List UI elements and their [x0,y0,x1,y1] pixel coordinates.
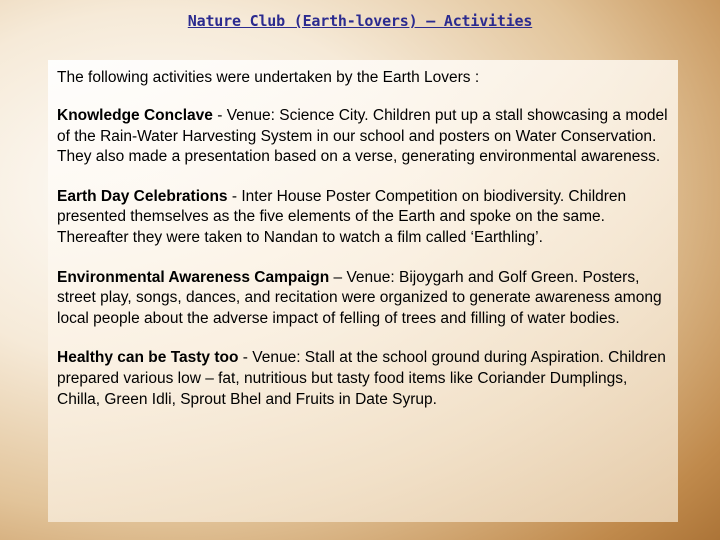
activity-awareness-campaign [57,268,669,330]
activity-title: Knowledge Conclave [57,107,213,124]
activity-knowledge-conclave [57,106,669,168]
activity-title: Environmental Awareness Campaign [57,268,330,286]
slide-title: Nature Club (Earth-lovers) – Activities [187,12,533,30]
content-box [48,60,678,522]
activity-description: Venue: Science City. Children put up a stall showcasing a model of the Rain-Water Harvesting System in our school and posters on Water Conservation. They also made a presentation based on a verse, generating environmental awareness. [57,107,668,166]
activity-separator: – [329,268,347,286]
activity-description: Venue: Stall at the school ground during Aspiration. Children prepared various low – fat, nutritious but tasty food items like Coriander Dumplings, Chilla, Green Idli, Sprout Bhel and Fruits in Date Syrup. [57,349,666,408]
activity-title: Healthy can be Tasty too [57,349,239,367]
activity-separator: - [238,349,253,367]
activity-healthy-tasty [57,348,669,410]
activity-title: Earth Day Celebrations [57,187,228,205]
activity-separator: - [227,187,242,205]
activity-earth-day [57,187,669,249]
activity-description: Venue: Bijoygarh and Golf Green. Posters, street play, songs, dances, and recitation were organized to generate awareness among local people about the adverse impact of felling of trees and filling of water bodies. [57,268,662,327]
activity-separator: - [212,107,227,124]
intro-text: The following activities were undertaken by the Earth Lovers : [57,69,480,86]
activity-description: Inter House Poster Competition on biodiversity. Children presented themselves as the five elements of the Earth and spoke on the same. Thereafter they were taken to Nandan to watch a film called ‘Earthling’. [57,187,627,246]
